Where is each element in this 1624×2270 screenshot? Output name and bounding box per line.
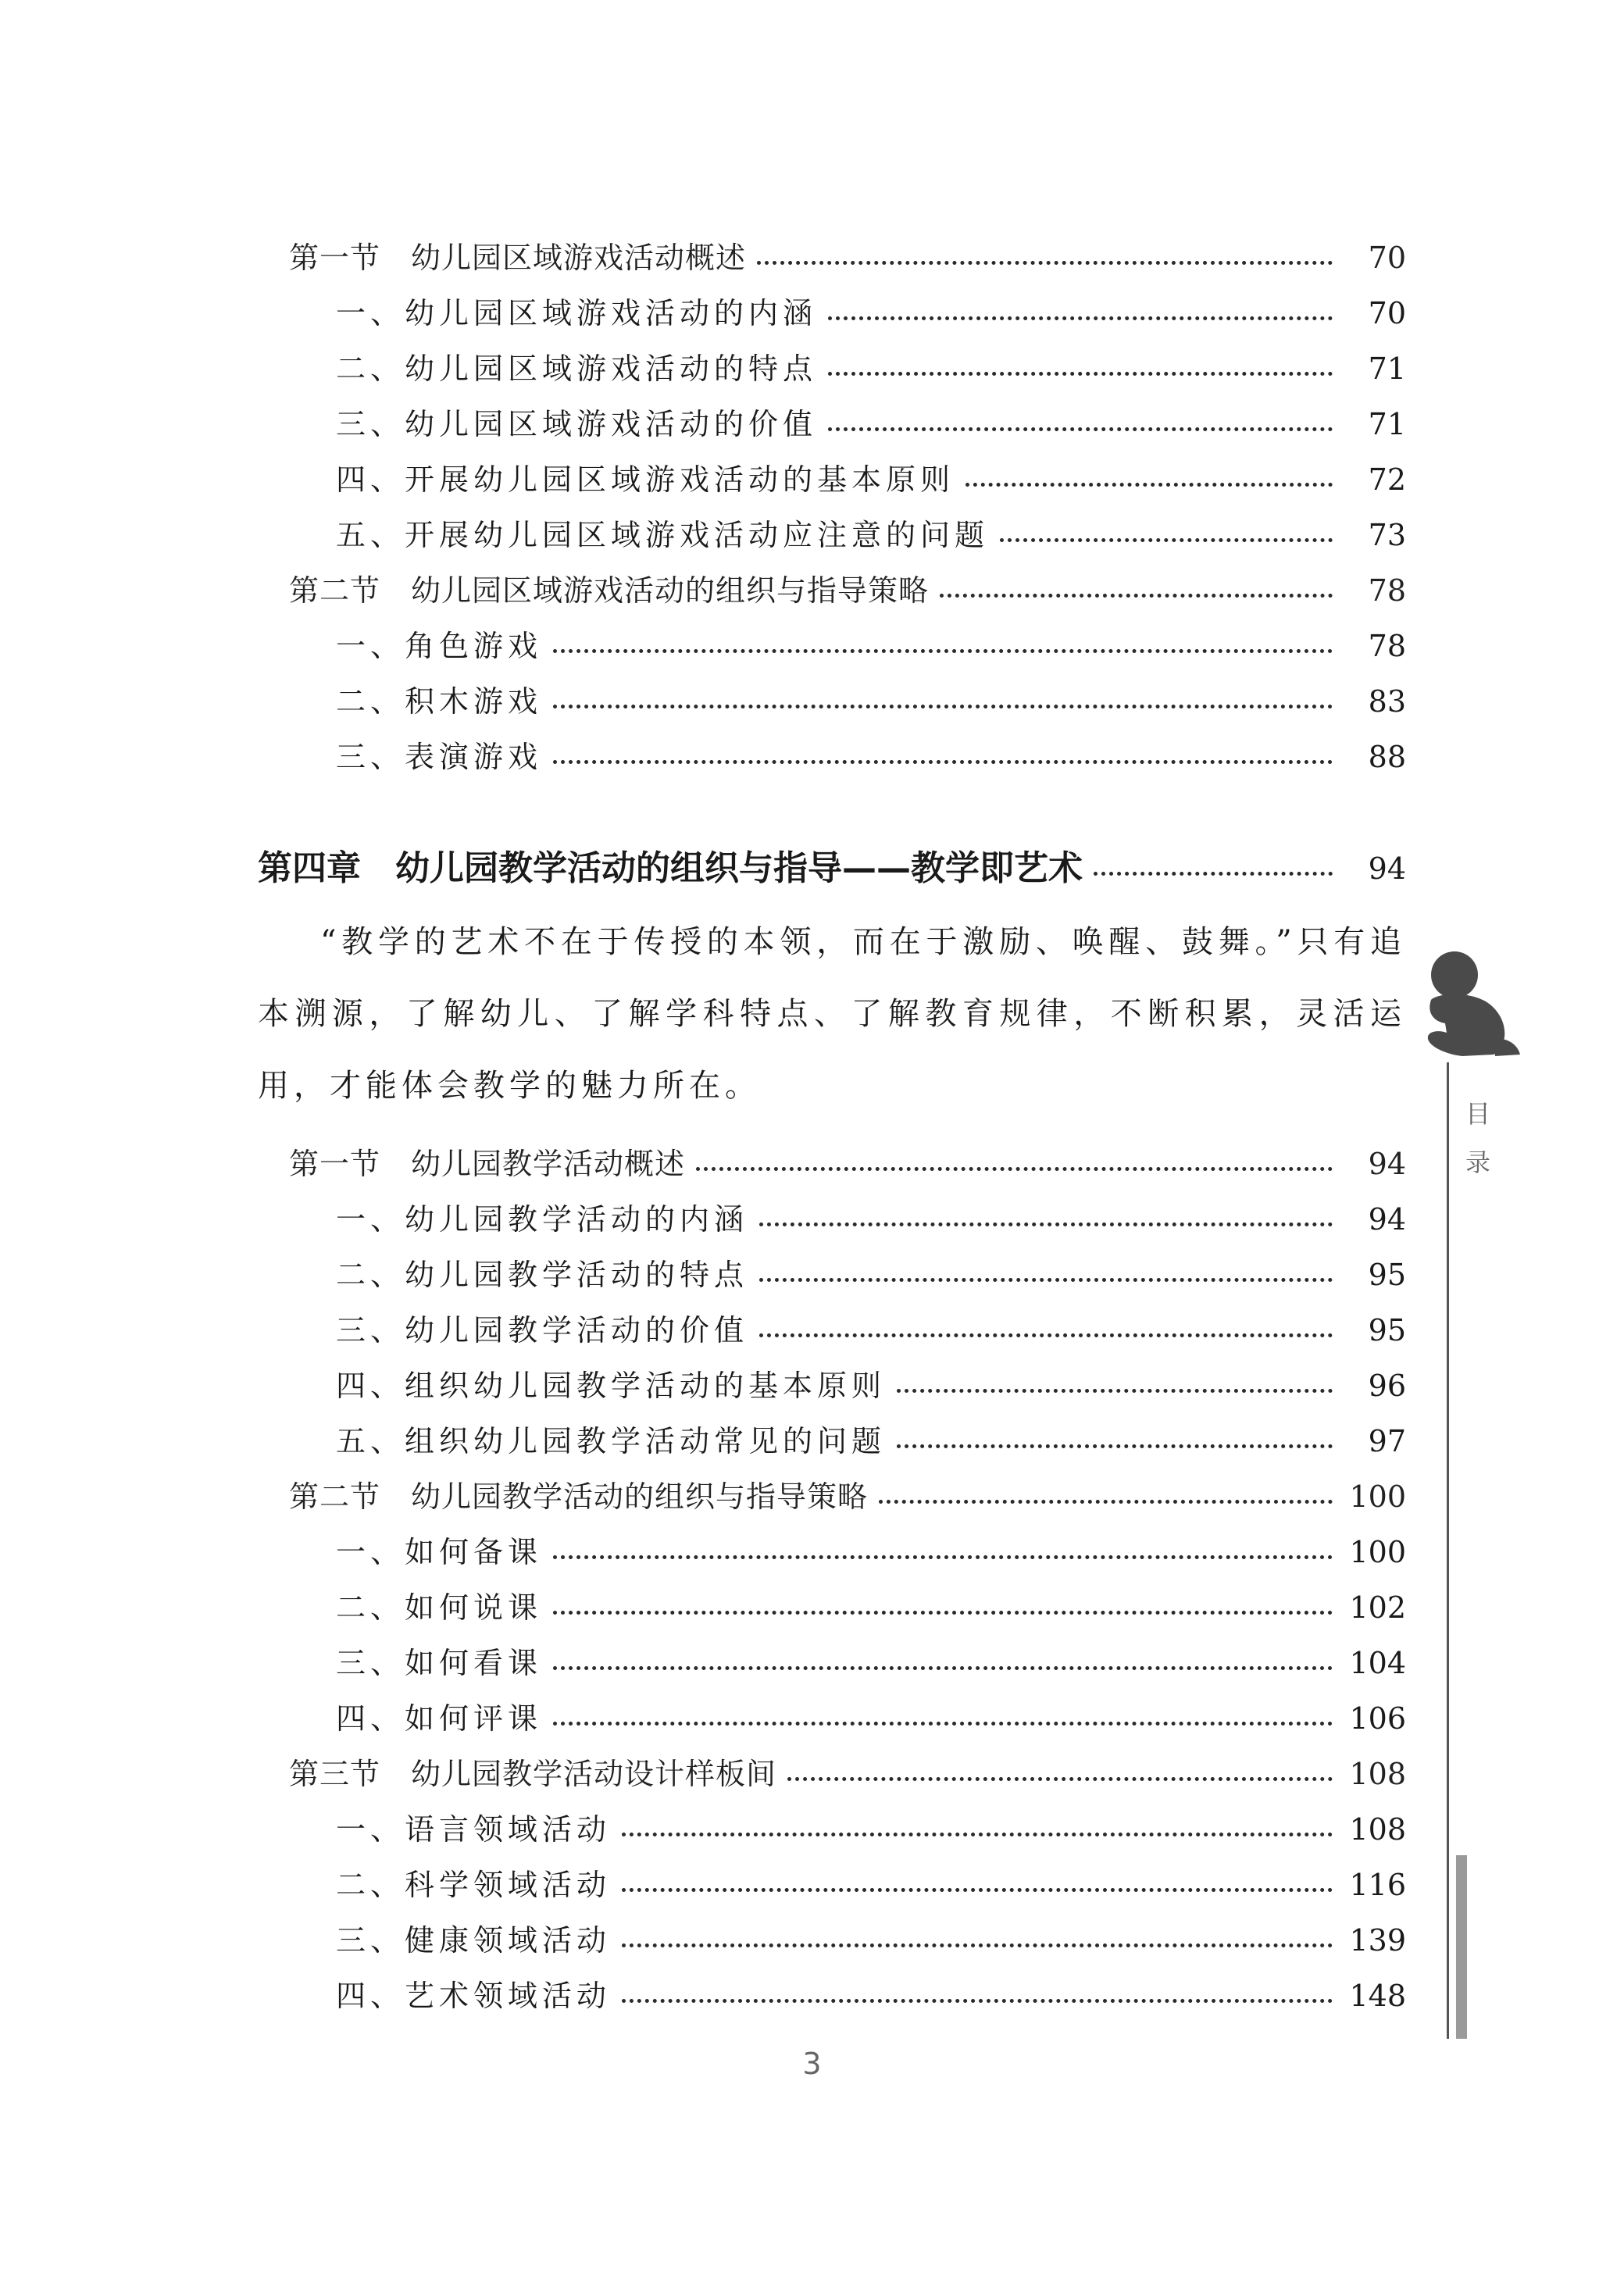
- toc-page-number: 148: [1349, 1979, 1406, 2013]
- toc-item-entry[interactable]: [336, 456, 1406, 503]
- toc-entry-title: 五、开展幼儿园区域游戏活动应注意的问题: [336, 518, 990, 552]
- toc-leader-dots: [828, 316, 1333, 320]
- toc-page-number: 100: [1349, 1479, 1406, 1514]
- toc-entry-title: 一、幼儿园区域游戏活动的内涵: [336, 296, 818, 330]
- toc-leader-dots: [759, 1333, 1333, 1337]
- toc-leader-dots: [828, 427, 1333, 431]
- toc-item-entry[interactable]: [336, 1307, 1406, 1354]
- toc-item-entry[interactable]: [336, 1972, 1406, 2019]
- toc-item-entry[interactable]: [336, 1806, 1406, 1853]
- toc-page-number: 94: [1368, 851, 1406, 886]
- toc-leader-dots: [553, 1555, 1333, 1559]
- toc-page-number: 106: [1349, 1701, 1406, 1736]
- toc-page-number: 116: [1349, 1868, 1406, 1902]
- toc-entry-title: 三、幼儿园区域游戏活动的价值: [336, 407, 818, 441]
- toc-entry-title: 第二节 幼儿园教学活动的组织与指导策略: [289, 1479, 869, 1514]
- toc-section-entry[interactable]: [289, 1751, 1406, 1797]
- toc-item-entry[interactable]: [336, 1529, 1406, 1576]
- toc-entry-title: 第二节 幼儿园区域游戏活动的组织与指导策略: [289, 573, 930, 608]
- toc-page-number: 100: [1349, 1535, 1406, 1569]
- toc-entry-title: 五、组织幼儿园教学活动常见的问题: [336, 1424, 887, 1458]
- toc-page-number: 97: [1368, 1424, 1406, 1458]
- toc-item-entry[interactable]: [336, 1251, 1406, 1298]
- toc-item-entry[interactable]: [336, 1695, 1406, 1742]
- toc-section-entry[interactable]: [289, 1140, 1406, 1187]
- toc-item-entry[interactable]: [336, 1640, 1406, 1686]
- toc-entry-title: 一、如何备课: [336, 1535, 543, 1569]
- toc-item-entry[interactable]: [336, 623, 1406, 669]
- toc-leader-dots: [828, 372, 1333, 376]
- toc-leader-dots: [622, 1943, 1333, 1947]
- toc-item-entry[interactable]: [336, 1418, 1406, 1465]
- toc-page-number: 95: [1368, 1313, 1406, 1347]
- toc-entry-title: 第三节 幼儿园教学活动设计样板间: [289, 1757, 777, 1791]
- toc-page-number: 104: [1349, 1646, 1406, 1680]
- chapter-intro-paragraph: “教学的艺术不在于传授的本领，而在于激励、唤醒、鼓舞。”只有追本溯源，了解幼儿、了解学科特点、了解教育规律，不断积累，灵活运用，才能体会教学的魅力所在。: [258, 924, 1406, 1104]
- toc-entry-title: 四、如何评课: [336, 1701, 543, 1736]
- toc-entry-title: 一、角色游戏: [336, 629, 543, 663]
- toc-leader-dots: [622, 1888, 1333, 1892]
- toc-entry-title: 二、积木游戏: [336, 684, 543, 719]
- toc-page-number: 96: [1368, 1369, 1406, 1403]
- page-number: 3: [802, 2047, 822, 2081]
- toc-item-entry[interactable]: [336, 1861, 1406, 1908]
- toc-entry-title: 一、幼儿园教学活动的内涵: [336, 1202, 749, 1237]
- toc-entry-title: 第一节 幼儿园教学活动概述: [289, 1147, 686, 1181]
- toc-entry-title: 第四章 幼儿园教学活动的组织与指导——教学即艺术: [258, 848, 1083, 888]
- toc-page-number: 78: [1368, 573, 1406, 608]
- toc-entry-title: 三、表演游戏: [336, 740, 543, 774]
- toc-entry-title: 三、如何看课: [336, 1646, 543, 1680]
- toc-page-number: 139: [1349, 1923, 1406, 1958]
- toc-leader-dots: [759, 1278, 1333, 1282]
- toc-entry-title: 三、健康领域活动: [336, 1923, 612, 1958]
- toc-entry-title: 一、语言领域活动: [336, 1812, 612, 1847]
- side-label-char: 目: [1465, 1099, 1490, 1129]
- toc-leader-dots: [622, 1999, 1333, 2003]
- toc-leader-dots: [622, 1833, 1333, 1836]
- toc-item-entry[interactable]: [336, 1362, 1406, 1409]
- toc-section-entry[interactable]: [289, 1473, 1406, 1520]
- toc-page-number: 88: [1368, 740, 1406, 774]
- toc-item-entry[interactable]: [336, 1196, 1406, 1243]
- toc-entry-title: 四、艺术领域活动: [336, 1979, 612, 2013]
- toc-leader-dots: [879, 1500, 1333, 1504]
- toc-page-number: 73: [1368, 518, 1406, 552]
- toc-page-number: 108: [1349, 1757, 1406, 1791]
- toc-leader-dots: [553, 760, 1333, 764]
- toc-entry-title: 三、幼儿园教学活动的价值: [336, 1313, 749, 1347]
- toc-item-entry[interactable]: [336, 678, 1406, 725]
- toc-section-entry[interactable]: [289, 567, 1406, 614]
- toc-leader-dots: [759, 1222, 1333, 1226]
- toc-page-number: 94: [1368, 1202, 1406, 1237]
- toc-chapter-entry[interactable]: [258, 841, 1406, 896]
- toc-entry-title: 二、幼儿园区域游戏活动的特点: [336, 352, 818, 386]
- toc-leader-dots: [1094, 872, 1333, 876]
- toc-leader-dots: [553, 705, 1333, 708]
- toc-page-number: 71: [1368, 407, 1406, 441]
- toc-entry-title: 第一节 幼儿园区域游戏活动概述: [289, 241, 747, 275]
- toc-leader-dots: [757, 261, 1333, 265]
- crawling-child-silhouette-icon: [1415, 945, 1525, 1062]
- toc-page-number: 78: [1368, 629, 1406, 663]
- toc-leader-dots: [553, 1666, 1333, 1670]
- toc-item-entry[interactable]: [336, 733, 1406, 780]
- toc-leader-dots: [696, 1167, 1333, 1171]
- toc-leader-dots: [1000, 538, 1333, 542]
- toc-entry-title: 二、如何说课: [336, 1590, 543, 1625]
- toc-page-number: 70: [1368, 296, 1406, 330]
- side-label-char: 录: [1465, 1147, 1490, 1177]
- toc-page-number: 108: [1349, 1812, 1406, 1847]
- toc-page-number: 83: [1368, 684, 1406, 719]
- toc-item-entry[interactable]: [336, 1584, 1406, 1631]
- toc-leader-dots: [897, 1444, 1333, 1448]
- toc-item-entry[interactable]: [336, 345, 1406, 392]
- toc-page-number: 72: [1368, 462, 1406, 497]
- side-label-contents: [1462, 1090, 1494, 1187]
- toc-leader-dots: [787, 1777, 1333, 1781]
- toc-entry-title: 二、幼儿园教学活动的特点: [336, 1258, 749, 1292]
- toc-item-entry[interactable]: [336, 1917, 1406, 1964]
- toc-entry-title: 四、组织幼儿园教学活动的基本原则: [336, 1369, 887, 1403]
- toc-leader-dots: [897, 1389, 1333, 1393]
- toc-entry-title: 四、开展幼儿园区域游戏活动的基本原则: [336, 462, 955, 497]
- toc-leader-dots: [553, 1611, 1333, 1615]
- toc-leader-dots: [965, 483, 1333, 487]
- toc-page-number: 70: [1368, 241, 1406, 275]
- toc-page-number: 71: [1368, 352, 1406, 386]
- toc-section-entry[interactable]: [289, 234, 1406, 281]
- toc-page-number: 94: [1368, 1147, 1406, 1181]
- toc-leader-dots: [553, 649, 1333, 653]
- side-gray-bar: [1456, 1855, 1467, 2039]
- toc-page-number: 95: [1368, 1258, 1406, 1292]
- toc-page-number: 102: [1349, 1590, 1406, 1625]
- toc-leader-dots: [940, 594, 1333, 598]
- toc-item-entry[interactable]: [336, 512, 1406, 559]
- toc-item-entry[interactable]: [336, 401, 1406, 448]
- side-divider-line: [1447, 1062, 1449, 2039]
- toc-leader-dots: [553, 1722, 1333, 1726]
- toc-entry-title: 二、科学领域活动: [336, 1868, 612, 1902]
- toc-item-entry[interactable]: [336, 290, 1406, 337]
